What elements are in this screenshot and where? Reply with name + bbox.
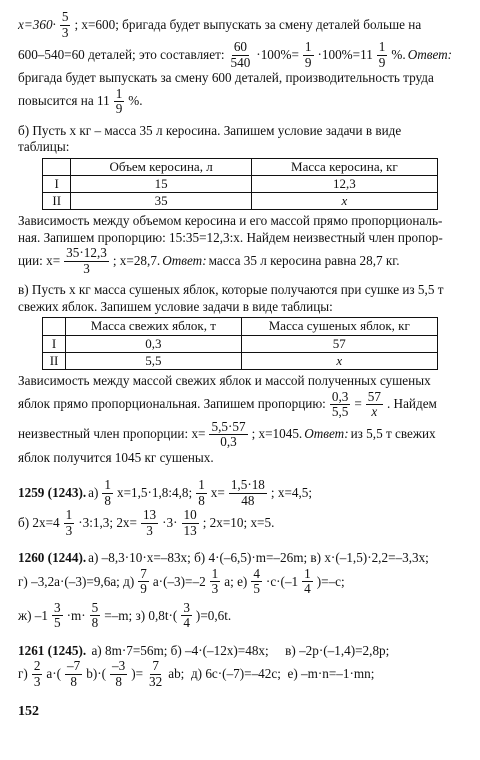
answer-label: Ответ: <box>162 253 207 269</box>
fraction <box>303 40 314 70</box>
numerator: 10 <box>183 507 197 523</box>
text: б) 2x=4 <box>18 514 60 530</box>
table-cell: I <box>43 175 71 192</box>
fraction <box>182 508 199 538</box>
text: неизвестный член пропорции: x= <box>18 426 206 442</box>
text: г) <box>18 666 28 682</box>
table-cell: 5,5 <box>66 352 241 369</box>
denominator: 5 <box>253 581 260 597</box>
text: ; x=1045. <box>251 426 303 442</box>
table-row <box>43 175 438 192</box>
text: ·m· <box>66 607 86 623</box>
page-content <box>18 10 464 721</box>
fraction <box>138 567 149 597</box>
page-number: 152 <box>18 704 39 720</box>
fraction <box>251 567 262 597</box>
table-cell: I <box>43 335 66 352</box>
text: a·(–3)=–2 <box>152 573 206 589</box>
text: = <box>354 396 362 412</box>
fraction <box>60 10 71 40</box>
text: ·100%=11 <box>317 46 373 62</box>
table-cell: 15 <box>71 175 251 192</box>
numerator: 35·12,3 <box>66 245 107 261</box>
numerator: 5,5·57 <box>211 418 246 434</box>
table-row <box>43 335 438 352</box>
numerator: –3 <box>112 658 126 674</box>
denominator: 3 <box>211 581 219 597</box>
answer-label: Ответ: <box>304 426 349 442</box>
denominator: 4 <box>183 615 190 631</box>
numerator: 60 <box>233 39 247 55</box>
text: а) –8,3·10·x=–83x; б) 4·(–6,5)·m=–26m; в) x·(–1,5)·2,2=–3,3x; <box>88 550 429 566</box>
problem-1260-line-2 <box>18 567 464 597</box>
fraction <box>209 420 247 450</box>
part-v-text-3 <box>18 420 464 450</box>
text: ; x=600; бригада будет выпускать за смену деталей больше на <box>74 16 422 32</box>
denominator: 9 <box>378 54 386 70</box>
problem-1260-line-3 <box>18 601 464 631</box>
denominator: 8 <box>70 673 77 689</box>
part-v-intro-1: в) Пусть x кг масса сушеных яблок, которые получаются при сушке из 5,5 т <box>18 282 444 298</box>
problem-1259-line-2 <box>18 508 464 538</box>
part-v-text-4: яблок получится 1045 кг сушеных. <box>18 449 214 465</box>
part-b-intro-1: б) Пусть x кг – масса 35 л керосина. Запишем условие задачи в виде <box>18 122 402 138</box>
text: x=1,5·1,8:4,8; <box>116 484 193 500</box>
numerator: 0,3 <box>331 388 349 404</box>
fraction <box>114 87 125 117</box>
fraction <box>64 508 75 538</box>
table-cell: 0,3 <box>66 335 241 352</box>
text: ·c·(–1 <box>265 573 299 589</box>
table-header-cell: Масса керосина, кг <box>251 158 437 175</box>
denominator: 3 <box>33 673 41 689</box>
part-b-intro-2: таблицы: <box>18 139 70 155</box>
table-cell: x <box>241 352 437 369</box>
table-row <box>43 193 438 210</box>
problem-number: 1259 (1243). <box>18 484 87 500</box>
problem-1261-line-2 <box>18 659 464 689</box>
table-cell: II <box>43 193 71 210</box>
numerator: 1 <box>304 39 312 55</box>
part-b-text-3 <box>18 246 464 276</box>
denominator: 8 <box>91 615 99 631</box>
fraction <box>90 601 101 631</box>
solution-line-1 <box>18 10 464 40</box>
text: )= <box>131 666 144 682</box>
numerator: 2 <box>33 658 41 674</box>
fraction <box>210 567 221 597</box>
apples-table <box>42 317 438 370</box>
kerosene-table <box>42 158 438 211</box>
table-cell: 12,3 <box>251 175 437 192</box>
table-cell: 35 <box>71 193 251 210</box>
text: масса 35 л керосина равна 28,7 кг. <box>208 253 400 269</box>
fraction <box>229 40 253 70</box>
fraction <box>330 390 350 420</box>
denominator: 8 <box>115 673 122 689</box>
fraction <box>181 601 192 631</box>
text: b)·( <box>86 666 107 682</box>
fraction <box>52 601 63 631</box>
table-header-row <box>43 318 438 335</box>
part-v-text-1: Зависимость между массой свежих яблок и массой полученных сушеных <box>18 373 431 389</box>
problem-number: 1260 (1244). <box>18 550 87 566</box>
numerator: 5 <box>61 9 69 24</box>
fraction <box>64 246 109 276</box>
table-header-cell: Масса свежих яблок, т <box>66 318 241 335</box>
fraction <box>196 478 207 508</box>
numerator: 1 <box>65 507 73 523</box>
denominator: 8 <box>104 492 111 508</box>
fraction <box>229 478 267 508</box>
numerator: 3 <box>183 599 190 615</box>
table-header-row <box>43 158 438 175</box>
denominator: 32 <box>149 673 163 689</box>
denominator: x <box>371 404 378 420</box>
denominator: 5,5 <box>331 404 349 420</box>
denominator: 13 <box>183 522 197 538</box>
table-cell: II <box>43 352 66 369</box>
text: ·100%= <box>256 46 299 62</box>
numerator: 1 <box>198 477 205 493</box>
numerator: 1 <box>378 39 386 55</box>
fraction <box>32 659 43 689</box>
text: из 5,5 т свежих <box>350 426 436 442</box>
numerator: 7 <box>152 658 159 674</box>
text: г) –3,2a·(–3)=9,6a; д) <box>18 573 135 589</box>
numerator: 1 <box>304 565 311 581</box>
table-header-cell <box>43 158 71 175</box>
text: 600–540=60 деталей; это составляет: <box>18 46 225 62</box>
numerator: 1 <box>211 565 219 581</box>
answer-label: Ответ: <box>407 46 453 62</box>
numerator: 4 <box>253 565 260 581</box>
fraction <box>377 40 388 70</box>
table-header-cell <box>43 318 66 335</box>
text: ции: x= <box>18 253 61 269</box>
denominator: 9 <box>115 101 123 117</box>
denominator: 540 <box>230 54 251 70</box>
text: )=0,6t. <box>195 607 232 623</box>
numerator: 3 <box>54 599 61 615</box>
denominator: 0,3 <box>220 434 237 450</box>
numerator: 5 <box>91 599 99 615</box>
text: . Найдем <box>386 396 437 412</box>
numerator: 7 <box>140 565 147 581</box>
table-cell: x <box>251 193 437 210</box>
table-header-cell: Масса сушеных яблок, кг <box>241 318 437 335</box>
text: ·3:1,3; 2x= <box>78 514 137 530</box>
text: x= <box>210 484 225 500</box>
numerator: 1,5·18 <box>230 477 265 493</box>
numerator: –7 <box>67 658 81 674</box>
part-b-text-2: ная. Запишем пропорцию: 15:35=12,3:x. Найдем неизвестный член пропор- <box>18 229 443 245</box>
problem-1261-line-1 <box>18 643 464 660</box>
part-v-intro-2: свежих яблок. Запишем условие задачи в виде таблицы: <box>18 298 333 314</box>
numerator: 57 <box>367 388 381 404</box>
solution-line-2 <box>18 40 464 70</box>
denominator: 3 <box>83 260 90 276</box>
text: ab; д) 6c·(–7)=–42c; е) –m·n=–1·mn; <box>168 666 375 682</box>
table-cell: 57 <box>241 335 437 352</box>
text: ; 2x=10; x=5. <box>202 514 275 530</box>
text: а) <box>88 484 99 500</box>
text: повысится на 11 <box>18 93 110 109</box>
denominator: 5 <box>54 615 61 631</box>
text: x=360· <box>18 16 56 32</box>
fraction <box>141 508 158 538</box>
problem-number: 1261 (1245). <box>18 642 87 658</box>
text: ; x=4,5; <box>270 484 313 500</box>
table-row <box>43 352 438 369</box>
denominator: 3 <box>146 522 153 538</box>
text: а) 8m·7=56m; б) –4·(–12x)=48x; в) –2p·(–1,4)=2,8p; <box>88 642 390 658</box>
solution-line-3: бригада будет выпускать за смену 600 деталей, производительность труда <box>18 70 434 86</box>
numerator: 1 <box>115 85 123 101</box>
numerator: 1 <box>104 477 111 493</box>
text: )=–c; <box>316 573 345 589</box>
text: a·( <box>46 666 62 682</box>
text: a; е) <box>224 573 248 589</box>
part-v-text-2 <box>18 390 464 420</box>
text: %. <box>128 93 143 109</box>
text: яблок прямо пропорциональная. Запишем пропорцию: <box>18 396 326 412</box>
text: %. <box>391 46 406 62</box>
part-b-text-1: Зависимость между объемом керосина и его массой прямо пропорциональ- <box>18 213 443 229</box>
denominator: 3 <box>65 522 73 538</box>
denominator: 9 <box>304 54 312 70</box>
denominator: 4 <box>304 581 311 597</box>
denominator: 9 <box>140 581 147 597</box>
fraction <box>302 567 313 597</box>
denominator: 8 <box>198 492 205 508</box>
text: ·3· <box>162 514 178 530</box>
text: =–m; з) 0,8t·( <box>104 607 178 623</box>
numerator: 13 <box>142 507 157 523</box>
problem-1259-line-1 <box>18 478 464 508</box>
fraction <box>102 478 113 508</box>
solution-line-4 <box>18 87 464 117</box>
fraction <box>110 659 127 689</box>
problem-1260-line-1 <box>18 550 464 567</box>
denominator: 48 <box>241 492 255 508</box>
fraction <box>147 659 164 689</box>
denominator: 3 <box>61 24 69 40</box>
table-header-cell: Объем керосина, л <box>71 158 251 175</box>
text: ж) –1 <box>18 607 48 623</box>
text: ; x=28,7. <box>112 253 161 269</box>
fraction <box>65 659 82 689</box>
fraction <box>366 390 383 420</box>
